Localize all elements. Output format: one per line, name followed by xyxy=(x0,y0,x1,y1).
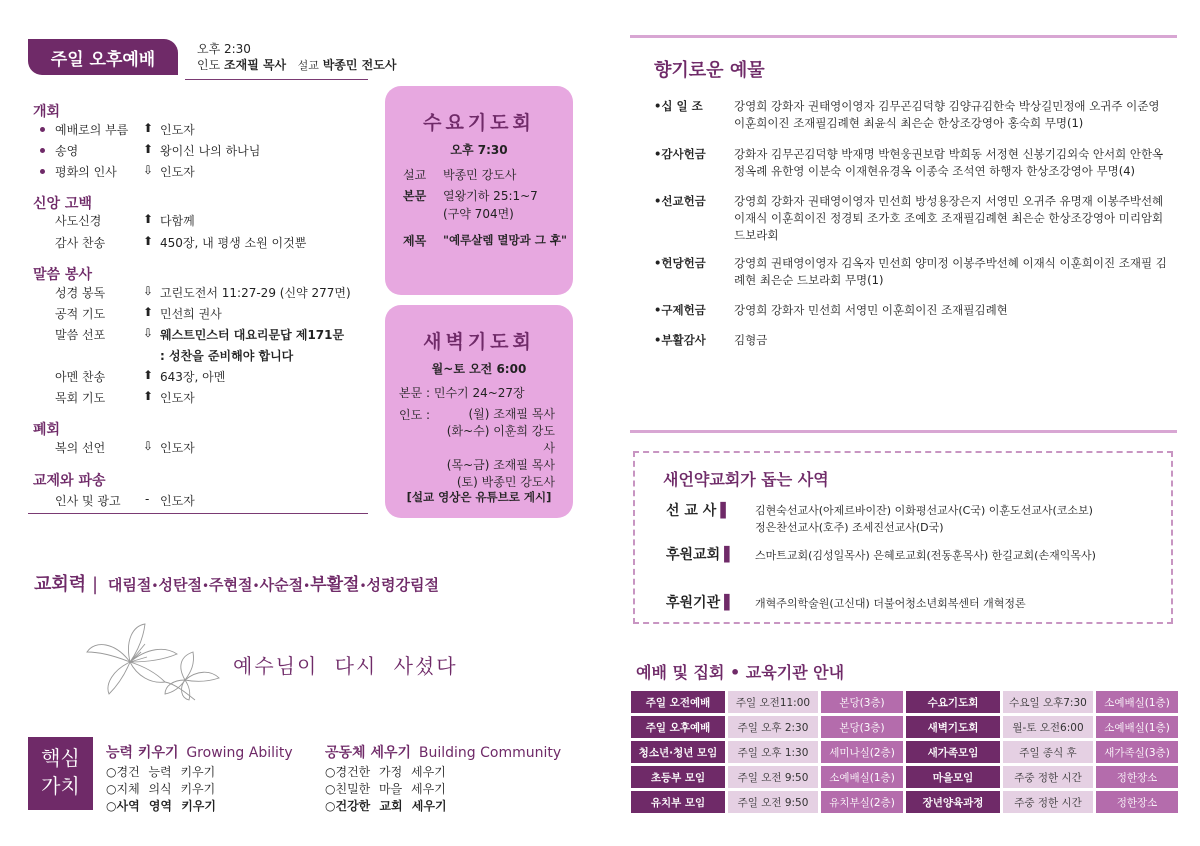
order-sermon-title: : 성찬을 준비해야 합니다 xyxy=(160,349,294,363)
value-item: ○건강한 교회 세우기 xyxy=(325,799,447,813)
season: 대림절 xyxy=(107,576,152,594)
text-cell: 주일 오후예배 xyxy=(631,716,725,738)
text-cell: 후원기관 xyxy=(666,595,721,611)
season-current: 부활절 xyxy=(310,575,360,595)
text-cell: • xyxy=(201,579,210,593)
offering-row xyxy=(654,146,1174,180)
text-cell: 소예배실(1층) xyxy=(1096,716,1178,738)
text-cell: 강영희 강화자 민선희 서영민 이훈희이진 조재필김례현 xyxy=(734,303,1008,317)
text-cell: 강영희 권태영이영자 김옥자 민선희 양미정 이봉주박선혜 이재식 이훈희이진 조재필 김례현 최은순 드보라회 무명(1) xyxy=(734,256,1167,287)
table-row xyxy=(631,716,1178,738)
header-rule xyxy=(185,79,368,80)
missions-row-values: 스마트교회(김성일목사) 은혜로교회(전동훈목사) 한길교회(손재익목사) xyxy=(755,549,1096,562)
dawn-leader-line: (화~수) 이훈희 강도사 xyxy=(446,424,555,455)
order-row xyxy=(55,212,195,229)
dawn-leader-label: 인도 : xyxy=(399,408,431,422)
text-cell: ⬆ xyxy=(143,212,154,226)
text-cell: 주일 오전예배 xyxy=(631,691,725,713)
text-cell: ⬆ xyxy=(143,234,154,248)
text-cell: 본당(3층) xyxy=(821,691,903,713)
text-cell: 고린도전서 11:27-29 (신약 277면) xyxy=(160,286,351,300)
text-cell: ⇩ xyxy=(143,163,154,177)
text-cell: 유치부 모임 xyxy=(631,791,725,813)
season: 주현절 xyxy=(209,576,253,594)
text-cell: 소예배실(1층) xyxy=(821,766,903,788)
value-group-1 xyxy=(106,742,293,815)
text-cell: 말씀 선포 xyxy=(55,328,106,342)
text-cell: 인도자 xyxy=(160,123,195,137)
text-cell: 사도신경 xyxy=(55,214,102,228)
text-cell: •감사헌금 xyxy=(654,147,706,161)
missions-row-label: 선 교 사 ▌ xyxy=(666,503,732,519)
dawn-title: 새벽기도회 xyxy=(423,331,535,353)
wed-v3: "예루살렘 멸망과 그 후" xyxy=(443,233,567,247)
order-row xyxy=(55,492,195,509)
text-cell: 예배로의 부름 xyxy=(55,123,129,137)
text-cell: 인도자 xyxy=(160,391,195,405)
section-word: 말씀 봉사 xyxy=(33,267,92,283)
wed-time: 오후 7:30 xyxy=(450,143,508,157)
core-values-label-1: 핵심 xyxy=(41,746,80,770)
text-cell: 청소년·청년 모임 xyxy=(631,741,725,763)
text-cell: 주일 종식 후 xyxy=(1003,741,1093,763)
text-cell: 정은찬선교사(호주) 조세진선교사(D국) xyxy=(755,521,944,534)
wed-v1: 박종민 강도사 xyxy=(443,168,517,182)
text-cell: - xyxy=(145,492,150,506)
core-values-label-2: 가치 xyxy=(41,774,80,798)
order-row xyxy=(55,284,351,301)
text-cell: 평화의 인사 xyxy=(55,165,117,179)
text-cell: 정한장소 xyxy=(1096,766,1178,788)
offerings-title: 향기로운 예물 xyxy=(654,60,765,81)
core-values-label xyxy=(28,737,93,810)
text-cell: 643장, 아멘 xyxy=(160,370,226,384)
text-cell: 강영희 강화자 권태영이영자 민선희 방성용장은지 서영민 오귀주 유명재 이봉주박선혜 이재식 이훈희이진 정경퇴 조가호 조예호 조재필김례현 최은순 한상조강영아 미리암회 드보라회 xyxy=(734,194,1164,242)
offering-row xyxy=(654,255,1174,289)
text-cell: 강영희 강화자 권태영이영자 김무곤김덕향 김양규김한숙 박상길민정애 오귀주 이준영 이훈희이진 조재필김례현 최윤식 최은순 한상조강영아 홍숙희 무명(1) xyxy=(734,99,1160,130)
wed-v2: 열왕기하 25:1~7 xyxy=(443,189,538,203)
wed-l3: 제목 xyxy=(403,234,427,248)
table-row xyxy=(631,741,1178,763)
text-cell: •헌당헌금 xyxy=(654,256,706,270)
service-leaders xyxy=(197,56,396,73)
preacher-name: 박종민 전도사 xyxy=(322,58,397,72)
text-cell: 아멘 찬송 xyxy=(55,370,106,384)
text-cell: 후원교회 xyxy=(666,547,721,563)
dawn-leaders xyxy=(437,406,555,491)
text-cell: 목회 기도 xyxy=(55,391,106,405)
text-cell: 송영 xyxy=(55,144,79,158)
order-bottom-rule xyxy=(28,513,368,514)
value-item: ○경건한 가정 세우기 xyxy=(325,765,446,779)
wed-v2b: (구약 704면) xyxy=(443,207,514,221)
season: 성탄절 xyxy=(158,576,202,594)
text-cell: 새가족모임 xyxy=(906,741,1000,763)
text-cell: 민선희 권사 xyxy=(160,307,222,321)
text-cell: ⬆ xyxy=(143,121,154,135)
church-calendar: 교회력 | 대림절•성탄절•주현절•사순절•부활절•성령강림절 xyxy=(34,574,439,595)
value-group-2 xyxy=(325,742,561,815)
text-cell: ⇩ xyxy=(143,284,154,298)
schedule-table xyxy=(628,688,1181,816)
offering-row xyxy=(654,98,1174,132)
order-row xyxy=(55,305,222,322)
offering-row xyxy=(654,332,1174,349)
wednesday-prayer-box xyxy=(385,86,573,295)
lily-icon xyxy=(85,622,225,702)
text-cell: 세미나실(2층) xyxy=(821,741,903,763)
dawn-time: 월~토 오전 6:00 xyxy=(431,362,527,376)
missions-row-values xyxy=(755,502,1093,536)
missions-box xyxy=(633,451,1173,624)
dawn-leader-line: (목~금) 조재필 목사 xyxy=(446,458,555,472)
dawn-leader-line: (토) 박종민 강도사 xyxy=(456,475,555,489)
table-row xyxy=(631,791,1178,813)
offering-row xyxy=(654,302,1174,319)
offerings-top-rule xyxy=(630,35,1177,38)
season: 사순절 xyxy=(259,576,304,594)
section-confession: 신앙 고백 xyxy=(33,196,92,212)
text-cell: • xyxy=(252,579,260,593)
text-cell: 초등부 모임 xyxy=(631,766,725,788)
order-row xyxy=(55,326,345,343)
missions-title: 새언약교회가 돕는 사역 xyxy=(663,470,829,489)
missions-row-label: 후원교회 ▌ xyxy=(666,547,735,563)
order-row xyxy=(55,439,195,456)
leader-label: 인도 xyxy=(197,58,221,72)
text-cell: •구제헌금 xyxy=(654,303,706,317)
text-cell: • xyxy=(359,579,367,593)
table-row xyxy=(631,691,1178,713)
order-row xyxy=(55,389,195,406)
text-cell: ⬆ xyxy=(143,368,154,382)
text-cell: ⬆ xyxy=(143,142,154,156)
text-cell: 성경 봉독 xyxy=(55,286,106,300)
text-cell: 유치부실(2층) xyxy=(821,791,903,813)
text-cell: 인도자 xyxy=(160,165,195,179)
value-item: ○경건 능력 키우기 xyxy=(106,765,216,779)
text-cell: ⇩ xyxy=(143,439,154,453)
text-cell: 마을모임 xyxy=(906,766,1000,788)
text-cell: 장년양육과정 xyxy=(906,791,1000,813)
text-cell: • xyxy=(151,579,159,593)
value-group-title: 능력 키우기 xyxy=(106,745,179,761)
missions-row-label: 후원기관 ▌ xyxy=(666,595,735,611)
dawn-note: [설교 영상은 유튜브로 게시] xyxy=(406,490,552,504)
table-row xyxy=(631,766,1178,788)
season: 성령강림절 xyxy=(366,576,439,594)
text-cell: •선교헌금 xyxy=(654,194,706,208)
text-cell: 다함께 xyxy=(160,214,195,228)
text-cell: ⬆ xyxy=(143,389,154,403)
value-group-title: 공동체 세우기 xyxy=(325,745,412,761)
text-cell: 소예배실(1층) xyxy=(1096,691,1178,713)
text-cell: 복의 선언 xyxy=(55,441,106,455)
value-item: ○지체 의식 키우기 xyxy=(106,782,216,796)
text-cell: 선 교 사 xyxy=(666,503,717,519)
wed-l1: 설교 xyxy=(403,168,427,182)
value-group-en: Building Community xyxy=(418,745,562,761)
text-cell: 월-토 오전6:00 xyxy=(1003,716,1093,738)
wed-l2: 본문 xyxy=(403,189,427,203)
text-cell: 450장, 내 평생 소원 이것뿐 xyxy=(160,236,307,250)
text-cell: 본당(3층) xyxy=(821,716,903,738)
text-cell: 주일 오전11:00 xyxy=(728,691,818,713)
offering-row xyxy=(654,193,1174,244)
dawn-text: 본문 : 민수기 24~27장 xyxy=(399,386,525,400)
text-cell: 인사 및 광고 xyxy=(55,494,121,508)
service-title: 주일 오후예배 xyxy=(28,39,178,75)
text-cell: 주중 정한 시간 xyxy=(1003,766,1093,788)
text-cell: ⇩ xyxy=(143,326,154,340)
missions-top-rule xyxy=(630,430,1177,433)
value-group-en: Growing Ability xyxy=(186,745,293,761)
text-cell: 주일 오후 2:30 xyxy=(728,716,818,738)
wed-title: 수요기도회 xyxy=(423,112,535,134)
easter-message: 예수님이 다시 사셨다 xyxy=(233,654,458,678)
missions-row-values: 개혁주의학술원(고신대) 더불어청소년회복센터 개혁정론 xyxy=(755,597,1026,610)
schedule-title: 예배 및 집회 • 교육기관 안내 xyxy=(636,663,845,682)
text-cell: 주일 오전 9:50 xyxy=(728,791,818,813)
text-cell: 김형금 xyxy=(734,333,768,347)
text-cell: 정한장소 xyxy=(1096,791,1178,813)
value-item: ○친밀한 마을 세우기 xyxy=(325,782,446,796)
text-cell: 인도자 xyxy=(160,494,195,508)
dawn-leader-line: (월) 조재필 목사 xyxy=(468,407,555,421)
order-row xyxy=(55,368,226,385)
text-cell: 주중 정한 시간 xyxy=(1003,791,1093,813)
text-cell: 강화자 김무곤김덕향 박재명 박현웅권보람 박희동 서정현 신봉기김외숙 안서희 안한옥 정옥례 유한영 이분숙 이재현유경옥 이종숙 조석연 하행자 한상조강영아 무명(4) xyxy=(734,147,1164,178)
section-opening: 개회 xyxy=(33,104,61,120)
text-cell: 김현숙선교사(아제르바이잔) 이화평선교사(C국) 이훈도선교사(코소보) xyxy=(755,504,1093,517)
text-cell: 수요일 오후7:30 xyxy=(1003,691,1093,713)
service-time: 오후 2:30 xyxy=(197,42,251,56)
section-fellowship: 교제와 파송 xyxy=(33,473,106,489)
dawn-prayer-box xyxy=(385,305,573,518)
text-cell: 주일 오후 1:30 xyxy=(728,741,818,763)
text-cell: 새가족실(3층) xyxy=(1096,741,1178,763)
text-cell: • xyxy=(303,579,311,593)
calendar-label: 교회력 xyxy=(34,574,87,595)
text-cell: 공적 기도 xyxy=(55,307,106,321)
section-closing: 폐회 xyxy=(33,422,61,438)
text-cell: 웨스트민스터 대요리문답 제171문 xyxy=(160,328,345,342)
text-cell: 왕이신 나의 하나님 xyxy=(160,144,261,158)
text-cell: 주일 오전 9:50 xyxy=(728,766,818,788)
text-cell: 감사 찬송 xyxy=(55,236,106,250)
leader-name: 조재필 목사 xyxy=(224,58,287,72)
value-item: ○사역 영역 키우기 xyxy=(106,799,216,813)
text-cell: •부활감사 xyxy=(654,333,706,347)
text-cell: 수요기도회 xyxy=(906,691,1000,713)
order-row xyxy=(55,234,307,251)
preacher-label: 설교 xyxy=(297,59,319,72)
text-cell: •십 일 조 xyxy=(654,99,703,113)
text-cell: 인도자 xyxy=(160,441,195,455)
text-cell: 새벽기도회 xyxy=(906,716,1000,738)
text-cell: ⬆ xyxy=(143,305,154,319)
